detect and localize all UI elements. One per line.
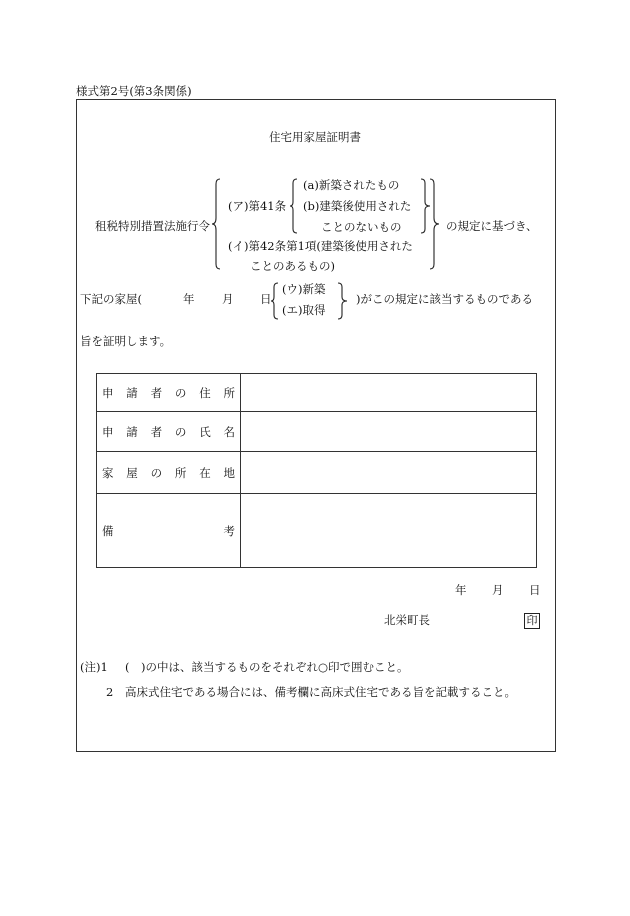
label-char: 屋 bbox=[126, 465, 138, 480]
option-left-brace bbox=[270, 282, 280, 320]
applicant-address-label bbox=[97, 374, 241, 412]
label-char: の bbox=[174, 385, 187, 400]
house-month: 月 bbox=[222, 292, 234, 306]
label-char: 者 bbox=[150, 385, 163, 400]
label-char: 申 bbox=[102, 424, 114, 439]
label-char: 請 bbox=[126, 424, 138, 439]
sign-day: 日 bbox=[529, 583, 541, 597]
law-name: 租税特別措置法施行令 bbox=[95, 219, 210, 233]
label-char: 申 bbox=[102, 385, 114, 400]
certify-text: 旨を証明します。 bbox=[80, 334, 172, 348]
label-char: 住 bbox=[199, 385, 211, 400]
sign-year: 年 bbox=[455, 583, 467, 597]
item-b-line2: ことのあるもの) bbox=[250, 259, 335, 273]
note-2-number: 2 bbox=[106, 685, 114, 699]
label-char: 在 bbox=[199, 465, 211, 480]
applicant-table bbox=[96, 373, 537, 568]
label-char: 者 bbox=[150, 424, 163, 439]
outer-left-brace bbox=[211, 178, 223, 270]
item-a-sub1: (a)新築されたもの bbox=[303, 178, 400, 192]
label-char: 家 bbox=[102, 465, 114, 480]
note-prefix: (注)1 bbox=[80, 660, 108, 674]
label-char: 地 bbox=[223, 465, 235, 480]
option-new: (ウ)新築 bbox=[282, 282, 326, 296]
item-b-line1: (イ)第42条第1項(建築後使用された bbox=[228, 239, 413, 253]
table-row bbox=[97, 494, 537, 568]
remarks-value[interactable] bbox=[241, 494, 537, 568]
note-2: 高床式住宅である場合には、備考欄に高床式住宅である旨を記載すること。 bbox=[125, 685, 516, 699]
table-row bbox=[97, 452, 537, 494]
applicant-address-value[interactable] bbox=[241, 374, 537, 412]
label-char: 請 bbox=[126, 385, 138, 400]
item-a-sub2-line1: (b)建築後使用された bbox=[303, 199, 412, 213]
outer-right-brace bbox=[429, 178, 441, 270]
house-day: 日 bbox=[260, 292, 272, 306]
label-char: 氏 bbox=[199, 424, 211, 439]
table-row bbox=[97, 374, 537, 412]
item-a-label: (ア)第41条 bbox=[228, 199, 287, 213]
remarks-label bbox=[97, 494, 241, 568]
based-on-text: の規定に基づき、 bbox=[446, 219, 538, 233]
item-a-sub2-line2: ことのないもの bbox=[321, 220, 402, 234]
remarks-label-left: 備 bbox=[102, 523, 114, 538]
applicant-name-value[interactable] bbox=[241, 412, 537, 452]
label-char: 名 bbox=[223, 424, 235, 439]
label-char: の bbox=[150, 465, 163, 480]
label-char: 所 bbox=[223, 385, 235, 400]
note-1: ( )の中は、該当するものをそれぞれ○印で囲むこと。 bbox=[125, 660, 409, 674]
seal-mark: 印 bbox=[524, 613, 540, 629]
applicant-name-label bbox=[97, 412, 241, 452]
sign-month: 月 bbox=[492, 583, 504, 597]
form-number-label: 様式第2号(第3条関係) bbox=[76, 84, 192, 98]
table-row bbox=[97, 412, 537, 452]
house-prefix: 下記の家屋( bbox=[80, 292, 142, 306]
label-char: の bbox=[174, 424, 187, 439]
item-a-left-brace bbox=[289, 178, 299, 234]
option-right-brace bbox=[337, 282, 349, 320]
label-char: 所 bbox=[174, 465, 187, 480]
house-location-value[interactable] bbox=[241, 452, 537, 494]
house-location-label bbox=[97, 452, 241, 494]
applies-text: )がこの規定に該当するものである bbox=[356, 292, 533, 306]
option-acquire: (エ)取得 bbox=[282, 303, 326, 317]
issuing-authority: 北栄町長 bbox=[384, 613, 430, 627]
house-year: 年 bbox=[183, 292, 195, 306]
document-title: 住宅用家屋証明書 bbox=[269, 130, 361, 144]
remarks-label-right: 考 bbox=[223, 523, 235, 538]
